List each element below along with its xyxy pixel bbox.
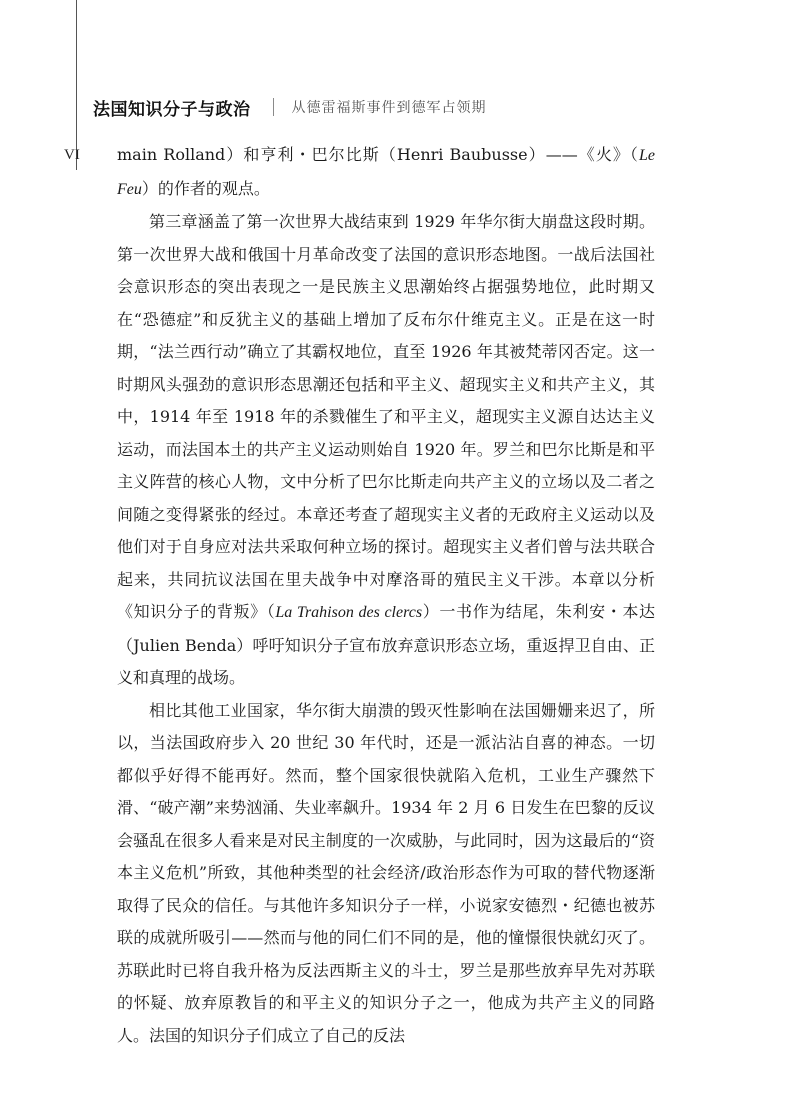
paragraph-text: main Rolland）和亨利・巴尔比斯（Henri Baubusse）——《火》（ xyxy=(117,145,639,164)
header-divider xyxy=(273,98,274,116)
paragraph-text: ）的作者的观点。 xyxy=(141,178,270,198)
paragraph-text: 第三章涵盖了第一次世界大战结束到 1929 年华尔街大崩盘这段时期。第一次世界大战和俄国十月革命改变了法国的意识形态地图。一战后法国社会意识形态的突出表现之一是民族主义思潮始终占据强势地位，此时期又在“恐德症”和反犹主义的基础上增加了反布尔什维克主义。正是在这一时期，“法兰西行动”确立了其霸权地位，直至 1926 年其被梵蒂冈否定。这一时期风头强劲的意识形态思潮还包括和平主义、超现实主义和共产主义，其中，1914 年至 1918 年的杀戮催生了和平主义，超现实主义源自达达主义运动，而法国本土的共产主义运动则始自 1920 年。罗兰和巴尔比斯是和平主义阵营的核心人物，文中分析了巴尔比斯走向共产主义的立场以及二者之间随之变得紧张的经过。本章还考查了超现实主义者的无政府主义运动以及他们对于自身应对法共采取何种立场的探讨。超现实主义者们曾与法共联合起来，共同抗议法国在里夫战争中对摩洛哥的殖民主义干涉。本章以分析《知识分子的背叛》（ xyxy=(117,212,655,621)
chapter-title: 从德雷福斯事件到德军占领期 xyxy=(291,100,487,116)
foreign-title: La Trahison des clercs xyxy=(275,604,423,621)
paragraph-text: ）一书作为结尾，朱利安・本达（Julien Benda）呼吁知识分子宣布放弃意识形态立场，重返捍卫自由、正义和真理的战场。 xyxy=(117,602,655,687)
paragraph xyxy=(117,139,655,206)
book-title: 法国知识分子与政治 xyxy=(93,99,251,120)
foreign-title: Le Feu xyxy=(117,147,655,198)
paragraph xyxy=(117,206,655,695)
margin-rule xyxy=(76,0,77,170)
paragraph-text: 相比其他工业国家，华尔街大崩溃的毁灭性影响在法国姗姗来迟了，所以，当法国政府步入 20 世纪 30 年代时，还是一派沾沾自喜的神态。一切都似乎好得不能再好。然而，整个国家很快就陷入危机，工业生产骤然下滑、“破产潮”来势汹涌、失业率飙升。1934 年 2 月 6 日发生在巴黎的反议会骚乱在很多人看来是对民主制度的一次威胁，与此同时，因为这最后的“资本主义危机”所致，其他种类型的社会经济/政治形态作为可取的替代物逐渐取得了民众的信任。与其他许多知识分子一样，小说家安德烈・纪德也被苏联的成就所吸引——然而与他的同仁们不同的是，他的憧憬很快就幻灭了。苏联此时已将自我升格为反法西斯主义的斗士，罗兰是那些放弃早先对苏联的怀疑、放弃原教旨的和平主义的知识分子之一，他成为共产主义的同路人。法国的知识分子们成立了自己的反法 xyxy=(117,700,655,1045)
paragraph xyxy=(117,695,655,1053)
running-header xyxy=(93,92,487,122)
body-text xyxy=(117,139,655,1052)
page-number: VI xyxy=(64,147,80,163)
